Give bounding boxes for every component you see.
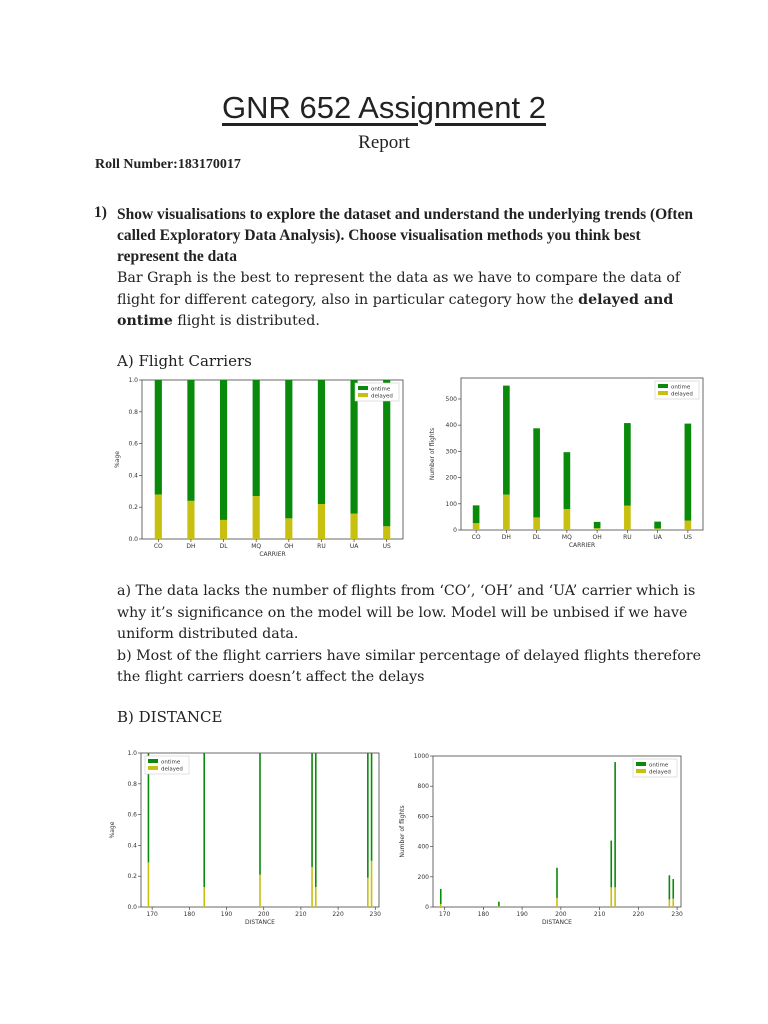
chart-carrier-percentage bbox=[110, 372, 410, 556]
bar-delayed bbox=[564, 509, 571, 530]
legend-label: ontime bbox=[371, 386, 391, 393]
x-tick-label: 180 bbox=[183, 911, 196, 918]
bar-ontime bbox=[624, 423, 631, 506]
y-tick-label: 400 bbox=[445, 422, 457, 430]
y-tick-label: 0.6 bbox=[128, 440, 138, 448]
bar-delayed bbox=[220, 520, 227, 539]
bar-ontime bbox=[285, 380, 292, 518]
bar-delayed bbox=[610, 887, 612, 907]
x-tick-label: RU bbox=[623, 534, 632, 541]
bar-ontime bbox=[610, 841, 612, 888]
x-tick-label: US bbox=[683, 534, 692, 541]
chart-distance-percentage bbox=[105, 745, 395, 930]
x-tick-label: 220 bbox=[332, 911, 344, 918]
x-tick-label: DH bbox=[501, 534, 511, 541]
bar-delayed bbox=[285, 518, 292, 539]
x-tick-label: UA bbox=[349, 543, 359, 550]
bar-ontime bbox=[187, 380, 194, 501]
legend-label: delayed bbox=[649, 769, 671, 776]
x-tick-label: 210 bbox=[295, 911, 307, 918]
bar-delayed bbox=[614, 887, 616, 907]
y-tick-label: 1.0 bbox=[127, 750, 137, 757]
x-tick-label: OH bbox=[284, 543, 294, 550]
section-a-title: A) Flight Carriers bbox=[117, 352, 252, 370]
bar-ontime bbox=[367, 753, 369, 878]
x-tick-label: 170 bbox=[146, 911, 158, 918]
question-number: 1) bbox=[94, 204, 107, 221]
y-tick-label: 500 bbox=[445, 395, 457, 403]
legend-swatch bbox=[636, 769, 646, 773]
bar-ontime bbox=[440, 889, 442, 904]
bar-delayed bbox=[685, 521, 692, 530]
x-axis-label: DISTANCE bbox=[245, 919, 275, 926]
bar-ontime bbox=[533, 428, 540, 517]
x-tick-label: DL bbox=[219, 543, 228, 550]
bar-delayed bbox=[498, 906, 500, 907]
bar-ontime bbox=[556, 868, 558, 898]
x-tick-label: US bbox=[382, 543, 391, 550]
x-tick-label: DH bbox=[186, 543, 196, 550]
bar-delayed bbox=[203, 887, 205, 907]
legend-swatch bbox=[358, 386, 368, 390]
y-axis-label: %age bbox=[114, 451, 121, 468]
bar-ontime bbox=[614, 762, 616, 887]
y-tick-label: 0.6 bbox=[127, 811, 137, 819]
x-tick-label: 190 bbox=[516, 911, 528, 918]
x-tick-label: DL bbox=[532, 534, 541, 541]
y-tick-label: 0 bbox=[425, 904, 429, 911]
bar-delayed bbox=[533, 517, 540, 530]
question-text: Show visualisations to explore the dataset and understand the underlying trends (Often called Exploratory Data Analysis). Choose visualisation methods you think best represent the data bbox=[117, 206, 694, 265]
bar-delayed bbox=[155, 494, 162, 539]
bar-delayed bbox=[556, 898, 558, 907]
x-tick-label: 210 bbox=[593, 911, 606, 918]
x-axis-label: DISTANCE bbox=[542, 919, 572, 926]
y-tick-label: 0.8 bbox=[128, 408, 138, 416]
legend-label: delayed bbox=[371, 393, 393, 400]
bar-ontime bbox=[253, 380, 260, 496]
answer-bold: delayed and ontime bbox=[117, 291, 674, 329]
bar-delayed bbox=[259, 875, 261, 907]
bar-delayed bbox=[315, 887, 317, 907]
y-tick-label: 0.4 bbox=[128, 472, 138, 480]
y-tick-label: 0.2 bbox=[127, 873, 137, 881]
bar-delayed bbox=[624, 506, 631, 530]
chart-distance-count bbox=[395, 745, 690, 930]
y-tick-label: 800 bbox=[417, 783, 429, 791]
x-tick-label: 180 bbox=[477, 911, 490, 918]
bar-delayed bbox=[383, 526, 390, 539]
answer-part1: Bar Graph is the best to represent the data as we have to compare the data of flight for different category, also in particular category how the bbox=[117, 270, 681, 308]
x-tick-label: CO bbox=[471, 534, 481, 541]
y-axis-label: Number of flights bbox=[399, 805, 406, 858]
y-tick-label: 600 bbox=[417, 813, 429, 821]
y-tick-label: 1.0 bbox=[128, 377, 138, 384]
bar-ontime bbox=[315, 753, 317, 887]
legend-label: delayed bbox=[161, 766, 183, 773]
x-tick-label: MQ bbox=[561, 534, 572, 541]
bar-delayed bbox=[503, 495, 510, 530]
bar-ontime bbox=[318, 380, 325, 504]
legend-swatch bbox=[636, 762, 646, 766]
bar-ontime bbox=[672, 879, 674, 899]
bar-delayed bbox=[367, 878, 369, 907]
bar-ontime bbox=[203, 753, 205, 887]
bar-ontime bbox=[654, 522, 661, 529]
y-tick-label: 0.0 bbox=[128, 536, 138, 543]
notes-block bbox=[117, 581, 717, 689]
y-tick-label: 200 bbox=[417, 873, 429, 881]
bar-delayed bbox=[253, 496, 260, 539]
note-a: a) The data lacks the number of flights from ‘CO’, ‘OH’ and ‘UA’ carrier which is why it’s significance on the model will be low. Model will be unbised if we have uniform distributed data. bbox=[117, 583, 696, 643]
x-tick-label: 230 bbox=[671, 911, 683, 918]
plot-frame bbox=[461, 378, 703, 530]
bar-ontime bbox=[383, 380, 390, 526]
bar-ontime bbox=[371, 753, 373, 861]
y-tick-label: 0.2 bbox=[128, 504, 138, 512]
bar-delayed bbox=[311, 867, 313, 907]
bar-ontime bbox=[155, 380, 162, 494]
y-tick-label: 0.0 bbox=[127, 904, 137, 911]
roll-number: Roll Number:183170017 bbox=[95, 157, 241, 172]
x-tick-label: 190 bbox=[220, 911, 233, 918]
y-tick-label: 0.8 bbox=[127, 780, 137, 788]
legend-swatch bbox=[148, 759, 158, 763]
legend-label: ontime bbox=[161, 759, 181, 766]
answer-part2: flight is distributed. bbox=[172, 313, 320, 329]
bar-ontime bbox=[669, 875, 671, 899]
x-tick-label: 220 bbox=[632, 911, 645, 918]
bar-delayed bbox=[148, 862, 150, 907]
plot-frame bbox=[142, 380, 403, 539]
page-title: GNR 652 Assignment 2 bbox=[222, 90, 546, 125]
bar-ontime bbox=[259, 753, 261, 875]
legend-swatch bbox=[148, 766, 158, 770]
x-axis-label: CARRIER bbox=[259, 551, 286, 556]
bar-delayed bbox=[654, 528, 661, 530]
legend-swatch bbox=[358, 393, 368, 397]
x-tick-label: RU bbox=[317, 543, 326, 550]
y-tick-label: 1000 bbox=[413, 753, 429, 760]
x-tick-label: UA bbox=[653, 534, 662, 541]
bar-ontime bbox=[594, 522, 601, 528]
y-axis-label: %age bbox=[109, 821, 116, 839]
legend-label: ontime bbox=[649, 762, 669, 769]
x-tick-label: CO bbox=[153, 543, 163, 550]
bar-ontime bbox=[220, 380, 227, 520]
y-tick-label: 0 bbox=[453, 527, 457, 534]
legend-label: ontime bbox=[671, 384, 691, 391]
bar-delayed bbox=[473, 523, 480, 530]
x-tick-label: OH bbox=[592, 534, 602, 541]
answer-text bbox=[117, 268, 697, 333]
bar-ontime bbox=[498, 902, 500, 907]
x-tick-label: 170 bbox=[438, 911, 451, 918]
legend-swatch bbox=[658, 391, 668, 395]
y-tick-label: 400 bbox=[417, 843, 429, 851]
bar-ontime bbox=[473, 505, 480, 523]
bar-delayed bbox=[440, 904, 442, 907]
y-tick-label: 100 bbox=[445, 500, 457, 508]
y-tick-label: 200 bbox=[445, 474, 457, 482]
legend-label: delayed bbox=[671, 391, 693, 398]
bar-delayed bbox=[187, 501, 194, 539]
section-b-title: B) DISTANCE bbox=[117, 708, 223, 726]
x-axis-label: CARRIER bbox=[568, 542, 596, 549]
note-b: b) Most of the flight carriers have similar percentage of delayed flights therefore the flight carriers doesn’t affect the delays bbox=[117, 647, 702, 686]
y-tick-label: 300 bbox=[445, 448, 457, 456]
legend-swatch bbox=[658, 384, 668, 388]
bar-ontime bbox=[685, 424, 692, 521]
bar-ontime bbox=[503, 386, 510, 495]
bar-ontime bbox=[564, 452, 571, 509]
x-tick-label: 230 bbox=[369, 911, 382, 918]
bar-delayed bbox=[672, 899, 674, 907]
x-tick-label: 200 bbox=[555, 911, 567, 918]
x-tick-label: MQ bbox=[251, 543, 262, 550]
x-tick-label: 200 bbox=[257, 911, 270, 918]
bar-delayed bbox=[594, 528, 601, 530]
page-subtitle: Report bbox=[358, 132, 410, 153]
y-tick-label: 0.4 bbox=[127, 842, 137, 850]
bar-delayed bbox=[669, 899, 671, 907]
bar-ontime bbox=[311, 753, 313, 867]
chart-carrier-count bbox=[425, 372, 715, 552]
bar-delayed bbox=[371, 861, 373, 907]
y-axis-label: Number of flights bbox=[429, 427, 436, 481]
bar-delayed bbox=[350, 514, 357, 539]
bar-delayed bbox=[318, 504, 325, 539]
